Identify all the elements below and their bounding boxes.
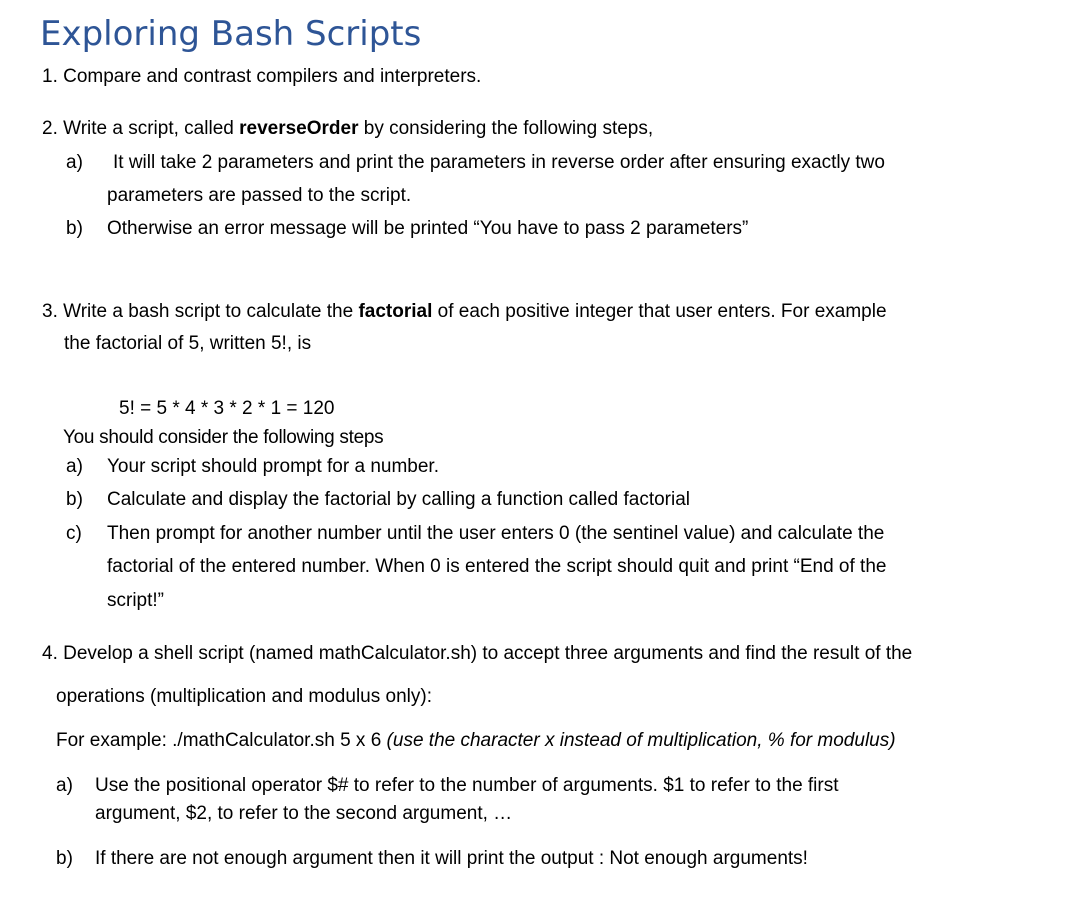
q4-a-line2: argument, $2, to refer to the second argument, … (95, 803, 513, 824)
q2-a-line1: It will take 2 parameters and print the parameters in reverse order after ensuring exactly two (113, 152, 885, 173)
q2-b-marker: b) (66, 218, 83, 239)
example-note: (use the character x instead of multiplication, % for modulus) (386, 730, 896, 751)
q3-c-line2: factorial of the entered number. When 0 is entered the script should quit and print “End of the (107, 556, 887, 577)
q3-a-marker: a) (66, 456, 83, 477)
factorial-formula: 5! = 5 * 4 * 3 * 2 * 1 = 120 (119, 398, 335, 419)
question-3-intro-line2: the factorial of 5, written 5!, is (64, 333, 312, 354)
question-2-intro (42, 118, 653, 141)
question-3-intro-pre: 3. Write a bash script to calculate the (42, 301, 359, 322)
steps-intro: You should consider the following steps (63, 427, 384, 448)
question-3-intro (42, 301, 887, 324)
q2-a-line2: parameters are passed to the script. (107, 185, 412, 206)
q3-c-line1: Then prompt for another number until the user enters 0 (the sentinel value) and calculate the (107, 523, 885, 544)
q3-a-text: Your script should prompt for a number. (107, 456, 439, 477)
factorial-keyword: factorial (358, 301, 433, 322)
q3-c-marker: c) (66, 523, 82, 544)
q4-b-marker: b) (56, 848, 73, 869)
q2-b-text: Otherwise an error message will be printed “You have to pass 2 parameters” (107, 218, 749, 239)
script-name-reverseOrder: reverseOrder (239, 118, 359, 139)
question-3-intro-post: of each positive integer that user enters. For example (432, 301, 887, 322)
question-4-line2: operations (multiplication and modulus only): (56, 686, 432, 707)
q3-c-line3: script!” (107, 590, 164, 611)
q4-a-marker: a) (56, 775, 73, 796)
q4-a-line1: Use the positional operator $# to refer to the number of arguments. $1 to refer to the first (95, 775, 839, 796)
q4-b-text: If there are not enough argument then it will print the output : Not enough arguments! (95, 848, 808, 869)
q2-a-marker: a) (66, 152, 83, 173)
q3-b-marker: b) (66, 489, 83, 510)
question-2-intro-post: by considering the following steps, (358, 118, 654, 139)
question-4-example (56, 730, 896, 753)
example-command: For example: ./mathCalculator.sh 5 x 6 (56, 730, 387, 751)
question-1: 1. Compare and contrast compilers and interpreters. (42, 66, 482, 87)
question-4-line1: 4. Develop a shell script (named mathCalculator.sh) to accept three arguments and find the result of the (42, 643, 913, 664)
document-title: Exploring Bash Scripts (40, 14, 422, 54)
question-2-intro-pre: 2. Write a script, called (42, 118, 240, 139)
q3-b-text: Calculate and display the factorial by calling a function called factorial (107, 489, 690, 510)
